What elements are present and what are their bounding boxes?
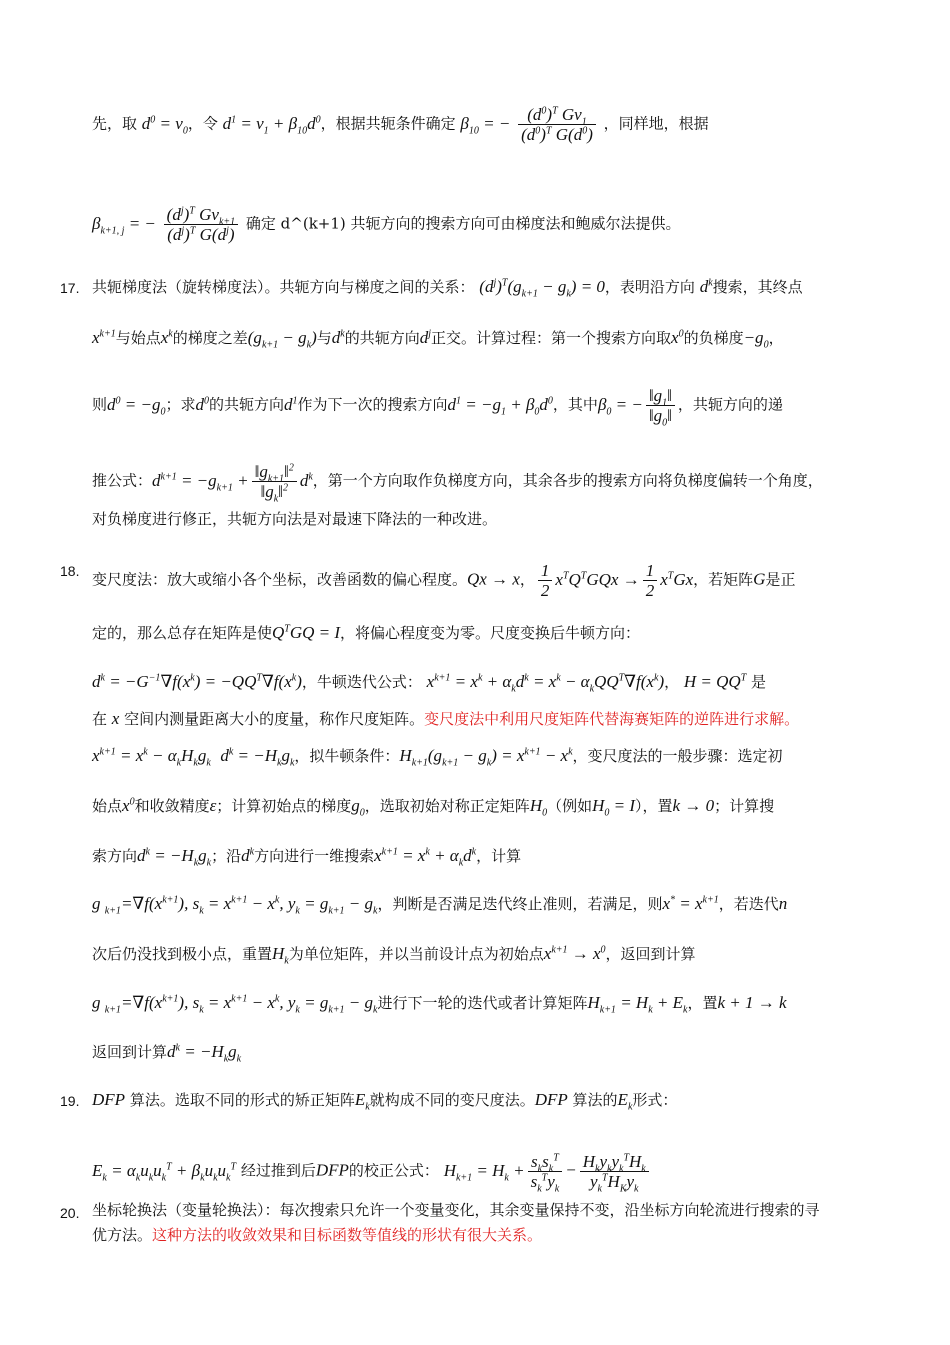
item-18-line-7: 索方向$d^k = -H_kg_k$；沿$d^k$方向进行一维搜索$x^{k+1} = x^k + \alpha_kd^k$，计算 bbox=[92, 846, 522, 869]
item-17-line-1: 共轭梯度法（旋转梯度法）。共轭方向与梯度之间的关系： $(d^j)^T(g_{k+1} - g_k) = 0$，表明沿方向 $d^k$搜索，其终点 bbox=[92, 277, 803, 300]
item-17-line-5: 对负梯度进行修正，共轭方向法是对最速下降法的一种改进。 bbox=[92, 510, 498, 528]
item-20-line-1: 坐标轮换法（变量轮换法）：每次搜索只允许一个变量变化，其余变量保持不变，沿坐标方向轮流进行搜索的寻 bbox=[92, 1201, 820, 1219]
item-18-line-10: g $_{k+1}=\nabla f(x^{k+1})$, $s_k = x^{k+1} - x^k$, $y_k = g_{k+1} - g_k$进行下一轮的迭代或者计算矩阵$H_{k+1} = H_k + E_k$，置k + 1 → k bbox=[92, 993, 787, 1016]
item-18-line-3: $d^k = -G^{-1}\nabla f(x^k) = -QQ^T\nabla f(x^k)$，牛顿迭代公式： $x^{k+1} = x^k + \alpha_kd^k = x^k - \alpha_kQQ^T\nabla f(x^k)$， $H = QQ^T$ 是 bbox=[92, 672, 767, 695]
beta10-fraction: $\frac{(d^0)^T Gv_1}{(d^0)^T G(d^0)}$ bbox=[518, 105, 596, 144]
line-1: 先，取 $d^0 = v_0$，令 $d^1 = v_1 + \beta_{10}d^0$，根据共轭条件确定 $\beta_{10}$ = − $\frac{(d^0)^T Gv_1}{(d^0)^T G(d^0)}$ ，同样地，根据 bbox=[92, 105, 709, 144]
line-2: $\beta_{k+1, j}$ = − $\frac{(d^j)^T Gv_{k+1}}{(d^j)^T G(d^j)}$ 确定 d^(k+1) 共轭方向的搜索方向可由梯度法和鲍威尔法提供。 bbox=[92, 205, 681, 244]
highlight-text: 变尺度法中利用尺度矩阵代替海赛矩阵的逆阵进行求解。 bbox=[424, 710, 800, 728]
recursion-fraction: $\frac{‖g_{k+1}‖^2}{‖g_k‖^2}$ bbox=[252, 462, 297, 501]
item-18-line-4: 在 x 空间内测量距离大小的度量，称作尺度矩阵。变尺度法中利用尺度矩阵代替海赛矩阵的逆阵进行求解。 bbox=[92, 709, 800, 728]
beta0-fraction: $\frac{‖g_1‖}{‖g_0‖}$ bbox=[646, 386, 675, 425]
item-18-line-6: 始点$x^0$和收敛精度ε；计算初始点的梯度$g_0$，选取初始对称正定矩阵$H_0$（例如$H_0 = I$），置k → 0；计算搜 bbox=[92, 796, 775, 819]
item-17-number: 17. bbox=[60, 280, 80, 296]
item-18-line-8: g $_{k+1}=\nabla f(x^{k+1})$, $s_k = x^{k+1} - x^k$, $y_k = g_{k+1} - g_k$，判断是否满足迭代终止准则，若满足，则$x^* = x^{k+1}$，若迭代n bbox=[92, 894, 788, 917]
highlight-text-2: 这种方法的收敛效果和目标函数等值线的形状有很大关系。 bbox=[152, 1226, 543, 1244]
item-18-line-11: 返回到计算$d^k = -H_kg_k$ bbox=[92, 1042, 242, 1065]
item-20-number: 20. bbox=[60, 1205, 80, 1221]
item-18-number: 18. bbox=[60, 563, 80, 579]
item-17-line-2: $x^{k+1}$与始点$x^k$的梯度之差$(g_{k+1} - g_k)$与$d^k$的共轭方向$d^j$正交。计算过程：第一个搜索方向取$x^0$的负梯度$-g_0$， bbox=[92, 328, 784, 351]
item-18-line-5: $x^{k+1} = x^k - \alpha_kH_kg_k$ $d^k = -H_kg_k$，拟牛顿条件：$H_{k+1}(g_{k+1} - g_k) = x^{k+1} - x^k$，变尺度法的一般步骤：选定初 bbox=[92, 746, 783, 769]
item-18-line-1: 变尺度法：放大或缩小各个坐标，改善函数的偏心程度。Qx → x， $\frac{1}{2}$ $x^TQ^TGQx$ → $\frac{1}{2}$ $x^TGx$，若矩阵G是正 bbox=[92, 561, 796, 600]
betakj-fraction: $\frac{(d^j)^T Gv_{k+1}}{(d^j)^T G(d^j)}$ bbox=[164, 205, 238, 244]
item-19-line-1: DFP 算法。选取不同的形式的矫正矩阵$E_k$就构成不同的变尺度法。DFP 算法的$E_k$形式： bbox=[92, 1090, 678, 1113]
item-20-line-2: 优方法。这种方法的收敛效果和目标函数等值线的形状有很大关系。 bbox=[92, 1226, 543, 1244]
item-17-line-4: 推公式：$d^{k+1} = -g_{k+1}$ + $\frac{‖g_{k+1}‖^2}{‖g_k‖^2}$ $d^k$，第一个方向取作负梯度方向，其余各步的搜索方向将负梯度偏转一个角度， bbox=[92, 462, 823, 505]
item-18-line-9: 次后仍没找到极小点，重置$H_k$为单位矩阵，并以当前设计点为初始点$x^{k+1} \to x^0$，返回到计算 bbox=[92, 944, 696, 967]
item-19-line-2: $E_k = \alpha_ku_ku_k^T + \beta_ku_ku_k^T$ 经过推到后DFP的校正公式： $H_{k+1} = H_k$ + $\frac{s_ks_k^T}{s_k^Ty_k}$ − $\frac{H_ky_ky_k^TH_k}{y_k^TH_Ky_k}$ bbox=[92, 1152, 652, 1191]
item-17-line-3: 则$d^0 = -g_0$；求$d^0$的共轭方向$d^1$作为下一次的搜索方向$d^1 = -g_1 + \beta_0d^0$，其中$\beta_0$ = − $\frac{‖g_1‖}{‖g_0‖}$ ，共轭方向的递 bbox=[92, 386, 783, 429]
item-18-line-2: 定的，那么总存在矩阵是使$Q^TGQ = I$，将偏心程度变为零。尺度变换后牛顿方向： bbox=[92, 623, 641, 642]
item-19-number: 19. bbox=[60, 1093, 80, 1109]
